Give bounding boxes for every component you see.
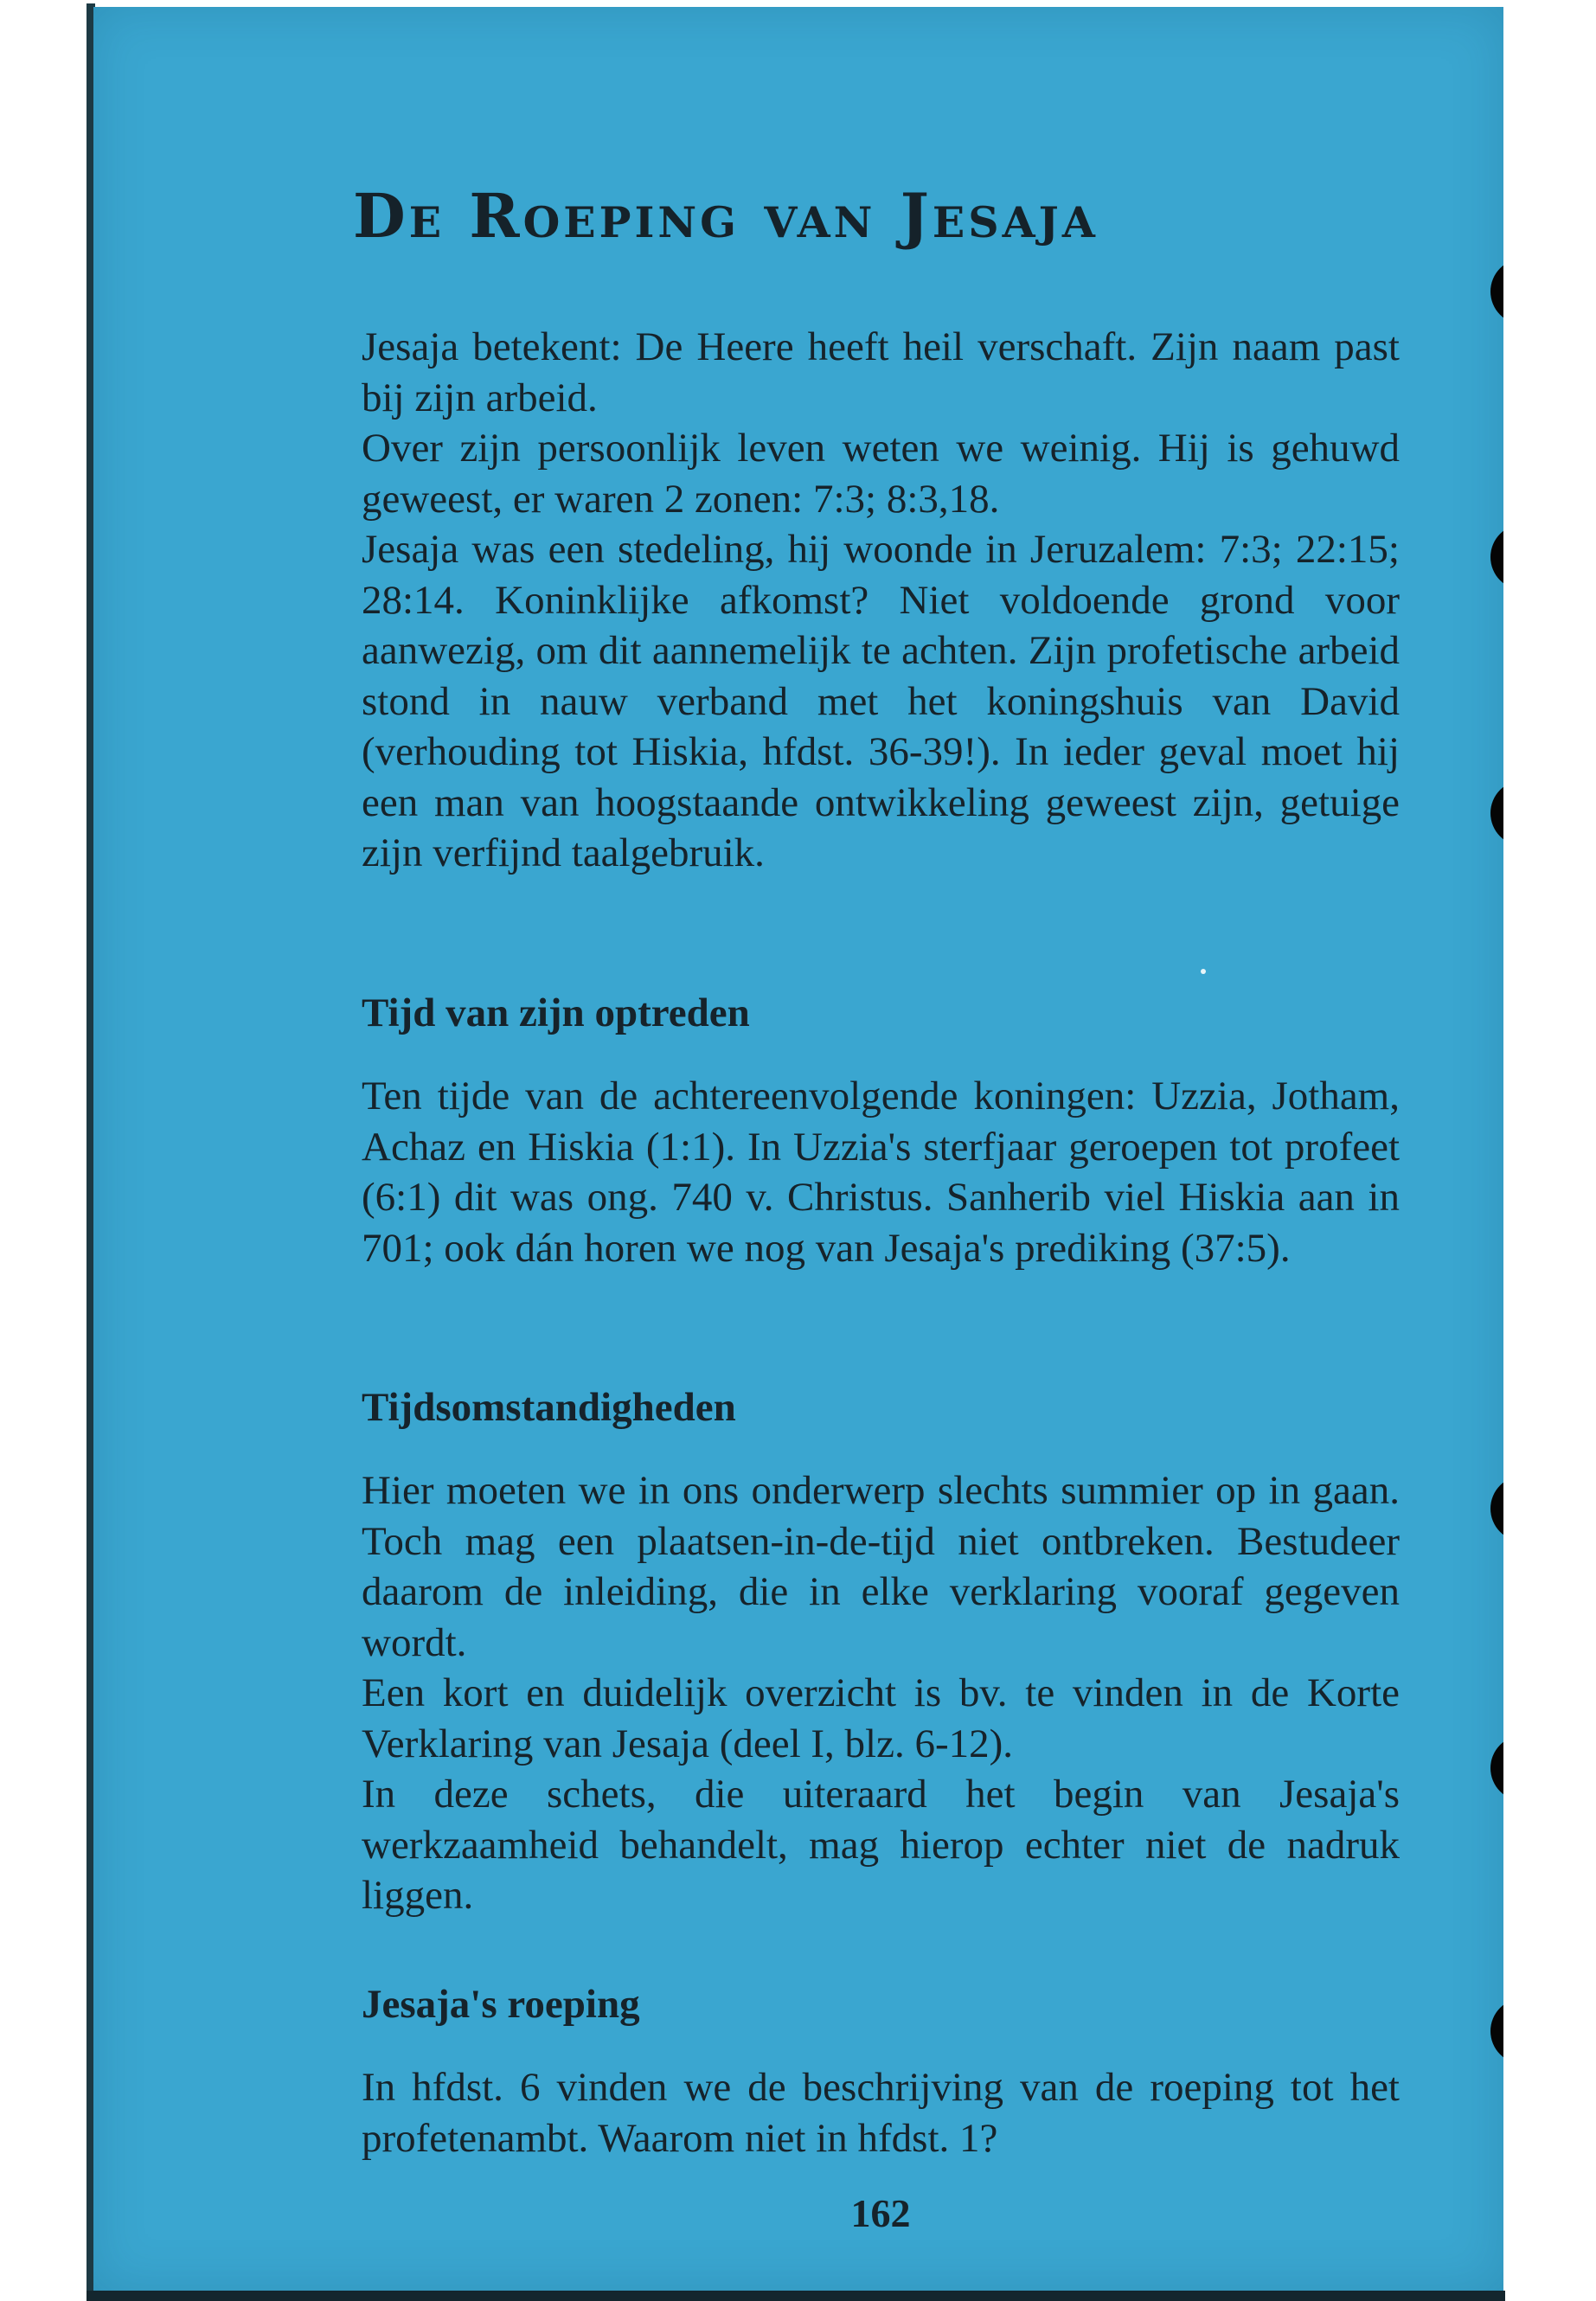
section-paragraph: In deze schets, die uiteraard het begin van Jesaja's werkzaamheid behandelt, mag hierop echter niet de nadruk liggen. — [362, 1772, 1400, 1918]
page-title: De Roeping van Jesaja — [353, 180, 1099, 252]
page-bottom-edge — [87, 2291, 1505, 2301]
paper-speck — [1201, 969, 1206, 974]
section-text-tijdsomstandigheden — [362, 1465, 1400, 1921]
section-heading-tijd: Tijd van zijn optreden — [362, 990, 750, 1035]
document-page — [93, 7, 1503, 2291]
section-heading-roeping: Jesaja's roeping — [362, 1982, 640, 2027]
punch-hole — [1490, 1735, 1503, 1801]
intro-paragraph: Jesaja betekent: De Heere heeft heil verschaft. Zijn naam past bij zijn arbeid. — [362, 324, 1400, 420]
section-paragraph: Een kort en duidelijk overzicht is bv. te vinden in de Korte Verklaring van Jesaja (deel I, blz. 6-12). — [362, 1670, 1400, 1766]
section-heading-tijdsomstandigheden: Tijdsomstandigheden — [362, 1385, 736, 1430]
section-paragraph: In hfdst. 6 vinden we de beschrijving van de roeping tot het profetenambt. Waarom niet in hfdst. 1? — [362, 2065, 1400, 2161]
punch-hole — [1490, 1998, 1503, 2064]
intro-text — [362, 322, 1400, 879]
punch-hole — [1490, 1476, 1503, 1541]
punch-hole — [1490, 259, 1503, 324]
intro-paragraph: Over zijn persoonlijk leven weten we weinig. Hij is gehuwd geweest, er waren 2 zonen: 7:3; 8:3,18. — [362, 426, 1400, 522]
page-number: 162 — [850, 2191, 911, 2235]
intro-paragraph: Jesaja was een stedeling, hij woonde in Jeruzalem: 7:3; 22:15; 28:14. Koninklijke afkomst? Niet voldoende grond voor aanwezig, om dit aannemelijk te achten. Zijn profetische arbeid stond in nauw verband met het koningshuis van David (verhouding tot Hiskia, hfdst. 36-39!). In ieder geval moet hij een man van hoogstaande ontwikkeling geweest zijn, getuige zijn verfijnd taalgebruik. — [362, 527, 1400, 875]
punch-hole — [1490, 524, 1503, 590]
section-paragraph: Hier moeten we in ons onderwerp slechts summier op in gaan. Toch mag een plaatsen-in-de-tijd niet ontbreken. Bestudeer daarom de inleiding, die in elke verklaring vooraf gegeven wordt. — [362, 1468, 1400, 1665]
section-text-roeping — [362, 2062, 1400, 2163]
section-text-tijd — [362, 1071, 1400, 1273]
section-paragraph: Ten tijde van de achtereenvolgende koningen: Uzzia, Jotham, Achaz en Hiskia (1:1). In Uzzia's sterfjaar geroepen tot profeet (6:1) dit was ong. 740 v. Christus. Sanherib viel Hiskia aan in 701; ook dán horen we nog van Jesaja's prediking (37:5). — [362, 1074, 1400, 1271]
punch-hole — [1490, 780, 1503, 846]
